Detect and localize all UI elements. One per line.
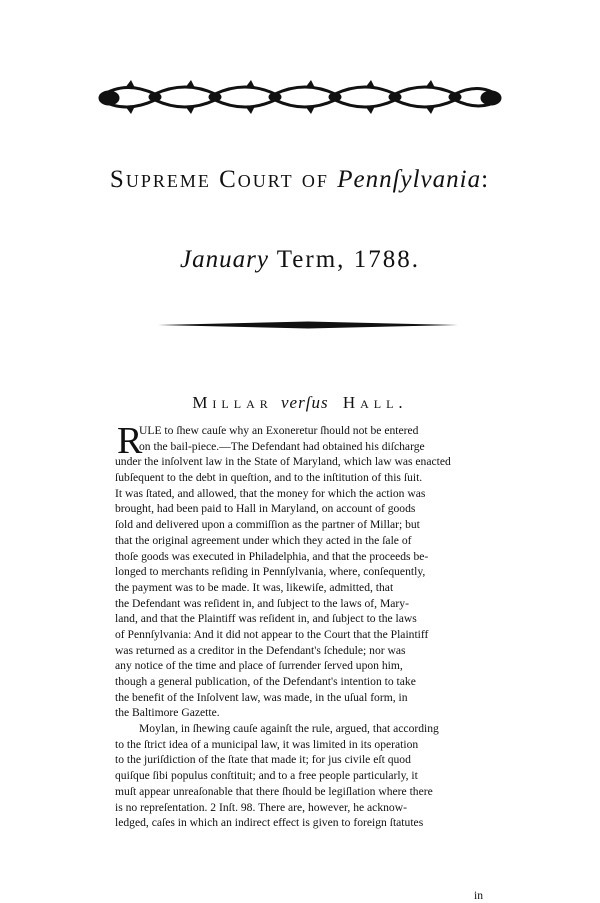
case-title [60,393,540,413]
court-heading-prefix: Supreme Court of [109,166,329,193]
text-line: quiſque ſibi populus conſtituit; and to a free people particularly, it [115,769,418,783]
text-line: thoſe goods was executed in Philadelphia, and that the proceeds be- [115,549,429,563]
term-year: 1788. [353,246,420,273]
text-line: land, and that the Plaintiff was reſident in, and ſubject to the laws [115,612,417,626]
text-line: of Pennſylvania: And it did not appear to the Court that the Plaintiff [115,627,429,641]
text-line: longed to merchants reſiding in Pennſylvania, where, conſequently, [115,565,426,579]
court-heading-punct: : [481,166,491,193]
text-line: ULE to ſhew cauſe why an Exoneretur ſhould not be entered [139,424,419,437]
text-line: ſold and delivered upon a commiſſion as the partner of Millar; but [115,518,420,532]
term-label: Term, [276,246,346,273]
text-line: ledged, caſes in which an indirect effect is given to foreign ſtatutes [115,816,424,830]
court-heading [60,165,540,195]
text-line: that the original agreement under which they acted in the ſale of [115,533,412,547]
text-line: any notice of the time and place of ſurrender ſerved upon him, [115,659,403,673]
text-line: the payment was to be made. It was, likewiſe, admitted, that [115,580,394,594]
text-line: though a general publication, of the Defendant's intention to take [115,675,416,688]
text-line: brought, had been paid to Hall in Maryland, on account of goods [115,502,416,516]
term-month: January [180,246,269,273]
text-line: It was ſtated, and allowed, that the money for which the action was [115,486,426,500]
text-line: to the ſtrict idea of a municipal law, it was limited in its operation [115,737,419,751]
court-heading-state: Pennſylvania [337,166,482,193]
text-line: to the juriſdiction of the ſtate that made it; for jus civile eſt quod [115,753,411,767]
text-line: on the bail-piece.—The Defendant had obtained his diſcharge [139,439,425,453]
catchword: in [474,889,484,902]
text-line: Moylan, in ſhewing cauſe againſt the rule, argued, that according [139,722,439,736]
case-versus: verſus [281,393,329,412]
text-line: under the inſolvent law in the State of Maryland, which law was enacted [115,455,451,469]
drop-cap: R [117,420,143,462]
ornament-header [95,74,505,114]
text-line: was returned as a creditor in the Defendant's ſchedule; nor was [115,643,406,657]
section-rule [158,321,458,329]
text-line: the Baltimore Gazette. [115,706,220,720]
opinion-text [115,420,503,831]
text-line: the benefit of the Inſolvent law, was made, in the uſual form, in [115,690,408,704]
text-line: muſt appear unreaſonable that there ſhould be legiſlation where there [115,784,433,798]
text-line: the Defendant was reſident in, and ſubject to the laws of, Mary- [115,596,409,610]
term-heading [60,245,540,275]
text-line: ſubſequent to the debt in queſtion, and to the inſtitution of this ſuit. [115,471,423,485]
case-defendant: Hall. [342,393,408,412]
case-plaintiff: Millar [192,393,273,412]
text-line: is no repreſentation. 2 Inſt. 98. There are, however, he acknow- [115,800,407,814]
